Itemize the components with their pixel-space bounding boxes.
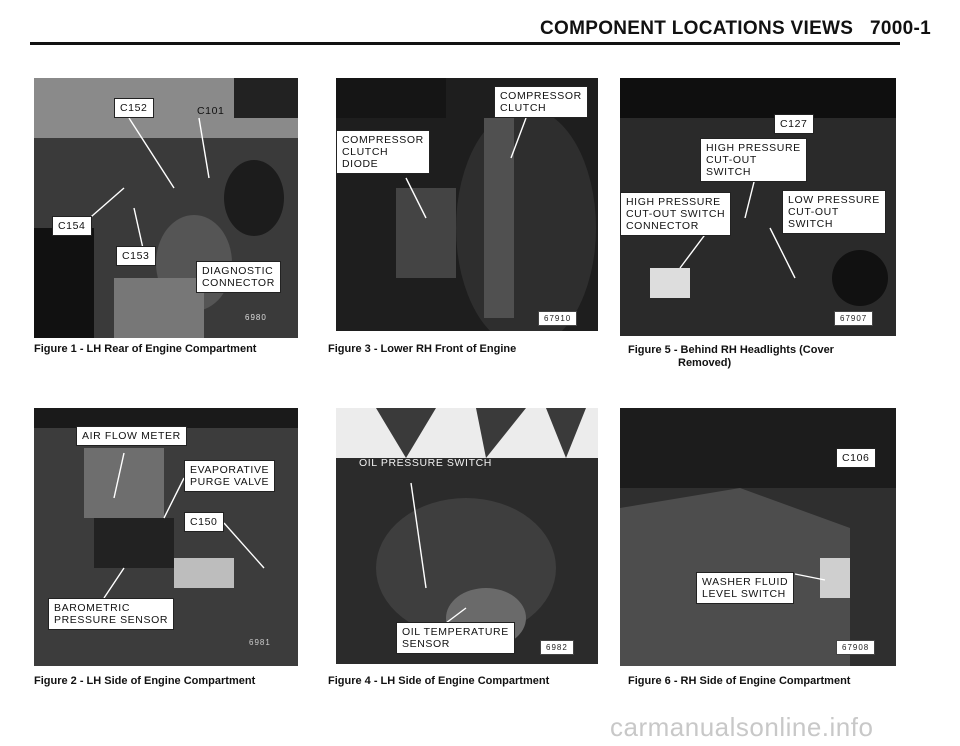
figure-4-photo <box>336 408 598 664</box>
figure-1-label-c154: C154 <box>52 216 92 236</box>
figure-1-code: 6980 <box>245 313 267 322</box>
figure-5-label-high-pressure-cut-out-switch: HIGH PRESSURE CUT-OUT SWITCH <box>700 138 807 182</box>
figure-3-photo <box>336 78 598 331</box>
figure-6-label-washer-fluid-level-switch: WASHER FLUID LEVEL SWITCH <box>696 572 794 604</box>
figure-6-caption: Figure 6 - RH Side of Engine Compartment <box>628 675 851 687</box>
figure-5-label-low-pressure-cut-out-switch: LOW PRESSURE CUT-OUT SWITCH <box>782 190 886 234</box>
figure-4-label-oil-temperature-sensor: OIL TEMPERATURE SENSOR <box>396 622 515 654</box>
figure-3-label-compressor-clutch-diode: COMPRESSOR CLUTCH DIODE <box>336 130 430 174</box>
figure-1-photo <box>34 78 298 338</box>
figure-5-code: 67907 <box>834 311 873 326</box>
figure-1-label-diagnostic-connector: DIAGNOSTIC CONNECTOR <box>196 261 281 293</box>
figure-2-caption: Figure 2 - LH Side of Engine Compartment <box>34 675 256 687</box>
figure-2-photo <box>34 408 298 666</box>
figure-5-caption-line2: Removed) <box>678 357 732 369</box>
figure-4-caption: Figure 4 - LH Side of Engine Compartment <box>328 675 550 687</box>
header-page-number: 7000-1 <box>870 18 931 39</box>
page-header <box>540 18 931 40</box>
figure-2-code: 6981 <box>249 638 271 647</box>
watermark-text: carmanualsonline.info <box>610 712 874 742</box>
figure-6-photo <box>620 408 896 666</box>
figure-1-caption: Figure 1 - LH Rear of Engine Compartment <box>34 343 257 355</box>
figure-5-photo <box>620 78 896 336</box>
figure-6-image <box>620 408 896 666</box>
figure-2-label-c150: C150 <box>184 512 224 532</box>
figure-4-code: 6982 <box>540 640 574 655</box>
figure-1-label-c153: C153 <box>116 246 156 266</box>
figure-2-label-air-flow-meter: AIR FLOW METER <box>76 426 187 446</box>
figure-6-code: 67908 <box>836 640 875 655</box>
figure-5-label-c127: C127 <box>774 114 814 134</box>
figure-1-label-c152: C152 <box>114 98 154 118</box>
figure-5-caption: Figure 5 - Behind RH Headlights (Cover <box>628 344 834 356</box>
figure-6-label-c106: C106 <box>836 448 876 468</box>
figure-3-caption: Figure 3 - Lower RH Front of Engine <box>328 343 517 355</box>
figure-2-label-barometric-pressure-sensor: BAROMETRIC PRESSURE SENSOR <box>48 598 174 630</box>
figure-1-image <box>34 78 298 338</box>
figure-2-label-evaporative-purge-valve: EVAPORATIVE PURGE VALVE <box>184 460 275 492</box>
header-title: COMPONENT LOCATIONS VIEWS <box>540 18 854 39</box>
figure-4-label-oil-pressure-switch: OIL PRESSURE SWITCH <box>359 457 492 469</box>
figure-5-label-high-pressure-connector: HIGH PRESSURE CUT-OUT SWITCH CONNECTOR <box>620 192 731 236</box>
figure-3-code: 67910 <box>538 311 577 326</box>
header-rule <box>30 42 900 45</box>
figure-1-label-c101: C101 <box>197 105 225 117</box>
figure-3-label-compressor-clutch: COMPRESSOR CLUTCH <box>494 86 588 118</box>
